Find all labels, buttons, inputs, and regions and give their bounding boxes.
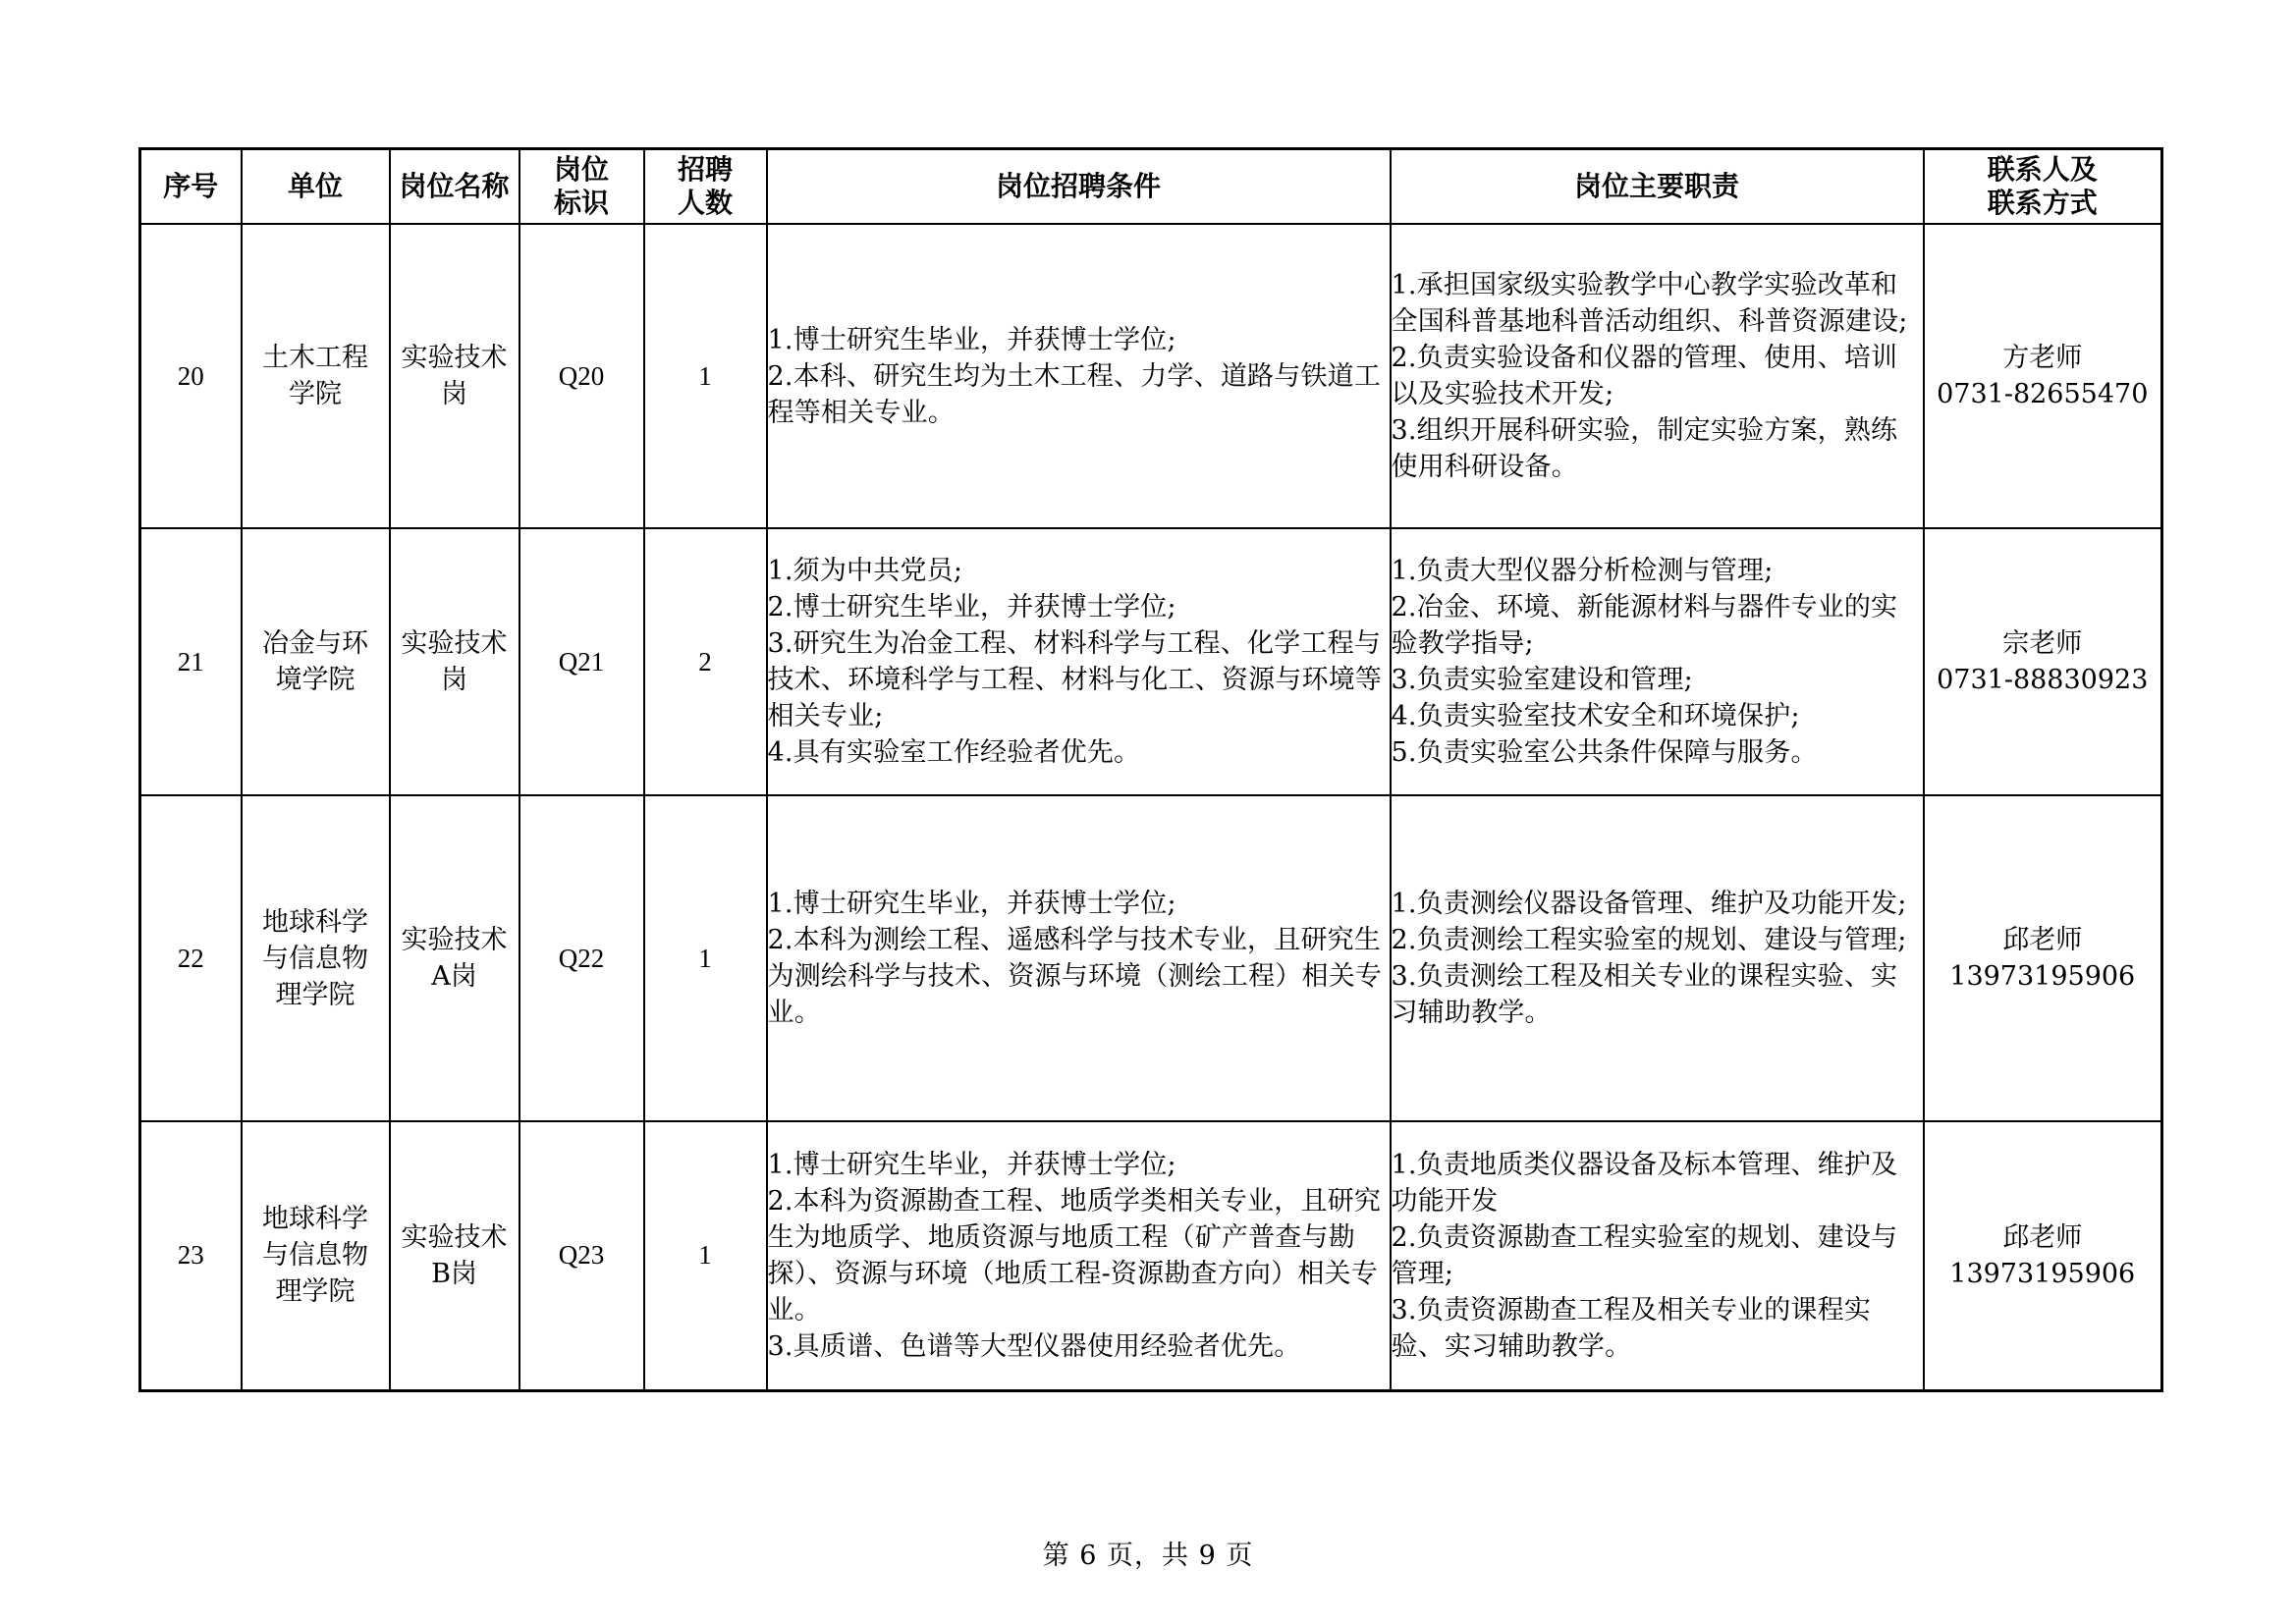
duty-item: 2.冶金、环境、新能源材料与器件专业的实验教学指导;: [1391, 592, 1898, 659]
contact-phone: 0731-88830923: [1937, 665, 2149, 695]
row-unit: [242, 795, 390, 1121]
header-contact-line1: 联系人及: [1987, 153, 2098, 186]
requirement-item: 1.博士研究生毕业，并获博士学位;: [767, 889, 1176, 919]
requirement-item: 2.博士研究生毕业，并获博士学位;: [767, 592, 1176, 622]
row-position: [390, 528, 519, 795]
row-contact: [1924, 1121, 2162, 1390]
duty-item: 3.负责实验室建设和管理;: [1391, 665, 1693, 695]
unit-line: 理学院: [275, 1276, 355, 1308]
row-count: 1: [644, 795, 767, 1121]
row-duties: [1391, 528, 1924, 795]
unit-line: 与信息物: [262, 943, 368, 974]
row-seq: 22: [140, 795, 242, 1121]
contact-name: 宗老师: [2002, 628, 2083, 659]
table-header-row: [140, 149, 2162, 225]
header-position: 岗位名称: [390, 149, 519, 225]
contact-phone: 0731-82655470: [1937, 379, 2149, 409]
position-line: 实验技术: [401, 925, 508, 955]
unit-line: 境学院: [275, 665, 355, 695]
position-line: B岗: [431, 1258, 477, 1289]
row-contact: [1924, 795, 2162, 1121]
table-row: [140, 1121, 2162, 1390]
row-contact: [1924, 528, 2162, 795]
duty-item: 4.负责实验室技术安全和环境保护;: [1391, 701, 1800, 731]
header-code-line1: 岗位: [553, 153, 609, 186]
row-count: 1: [644, 224, 767, 528]
duty-item: 3.组织开展科研实验，制定实验方案，熟练使用科研设备。: [1391, 415, 1898, 482]
contact-name: 邱老师: [2002, 925, 2083, 955]
unit-line: 冶金与环: [262, 628, 368, 659]
row-unit: [242, 1121, 390, 1390]
position-line: 实验技术: [401, 1221, 508, 1253]
requirement-item: 3.研究生为冶金工程、材料科学与工程、化学工程与技术、环境科学与工程、材料与化工、资源与环境等相关专业;: [767, 628, 1383, 731]
header-requirements: 岗位招聘条件: [767, 149, 1391, 225]
header-contact: [1924, 149, 2162, 225]
unit-line: 土木工程: [262, 343, 368, 373]
row-requirements: [767, 224, 1391, 528]
row-position: [390, 224, 519, 528]
contact-phone: 13973195906: [1949, 1258, 2136, 1289]
requirement-item: 4.具有实验室工作经验者优先。: [767, 737, 1141, 768]
contact-phone: 13973195906: [1949, 961, 2136, 992]
row-duties: [1391, 1121, 1924, 1390]
unit-line: 与信息物: [262, 1240, 368, 1271]
table-row: [140, 528, 2162, 795]
position-line: 岗: [441, 379, 467, 409]
row-seq: 20: [140, 224, 242, 528]
header-duties: 岗位主要职责: [1391, 149, 1924, 225]
unit-line: 学院: [289, 379, 342, 409]
row-count: 1: [644, 1121, 767, 1390]
row-count: 2: [644, 528, 767, 795]
requirement-item: 3.具质谱、色谱等大型仪器使用经验者优先。: [767, 1330, 1301, 1362]
contact-name: 邱老师: [2002, 1221, 2083, 1253]
unit-line: 地球科学: [262, 1204, 368, 1235]
table-row: [140, 795, 2162, 1121]
duty-item: 2.负责资源勘查工程实验室的规划、建设与管理;: [1391, 1221, 1898, 1289]
header-count: [644, 149, 767, 225]
duty-item: 3.负责资源勘查工程及相关专业的课程实验、实习辅助教学。: [1391, 1294, 1872, 1362]
position-line: A岗: [431, 961, 477, 992]
unit-line: 理学院: [275, 979, 355, 1010]
duty-item: 1.负责大型仪器分析检测与管理;: [1391, 556, 1774, 586]
requirement-item: 2.本科为资源勘查工程、地质学类相关专业，且研究生为地质学、地质资源与地质工程（矿产普查与勘探）、资源与环境（地质工程-资源勘查方向）相关专业。: [767, 1185, 1382, 1325]
duty-item: 1.承担国家级实验教学中心教学实验改革和全国科普基地科普活动组织、科普资源建设;: [1391, 270, 1908, 337]
recruitment-table: [138, 147, 2163, 1392]
requirement-item: 1.博士研究生毕业，并获博士学位;: [767, 324, 1176, 355]
row-contact: [1924, 224, 2162, 528]
row-unit: [242, 224, 390, 528]
requirement-item: 2.本科、研究生均为土木工程、力学、道路与铁道工程等相关专业。: [767, 360, 1382, 428]
duty-item: 2.负责测绘工程实验室的规划、建设与管理;: [1391, 925, 1907, 955]
row-requirements: [767, 795, 1391, 1121]
header-seq: 序号: [140, 149, 242, 225]
row-position: [390, 795, 519, 1121]
row-requirements: [767, 1121, 1391, 1390]
duty-item: 2.负责实验设备和仪器的管理、使用、培训以及实验技术开发;: [1391, 343, 1898, 409]
row-code: Q23: [519, 1121, 644, 1390]
contact-name: 方老师: [2002, 343, 2083, 373]
requirement-item: 1.博士研究生毕业，并获博士学位;: [767, 1149, 1176, 1180]
row-duties: [1391, 795, 1924, 1121]
table-row: [140, 224, 2162, 528]
position-line: 实验技术: [401, 628, 508, 659]
duty-item: 5.负责实验室公共条件保障与服务。: [1391, 737, 1818, 768]
requirement-item: 2.本科为测绘工程、遥感科学与技术专业，且研究生为测绘科学与技术、资源与环境（测绘工程）相关专业。: [767, 925, 1383, 1028]
requirement-item: 1.须为中共党员;: [767, 556, 963, 586]
page-number: 第 6 页，共 9 页: [1042, 1541, 1254, 1571]
duty-item: 1.负责地质类仪器设备及标本管理、维护及功能开发: [1391, 1149, 1898, 1217]
row-unit: [242, 528, 390, 795]
header-code-line2: 标识: [553, 187, 609, 219]
row-seq: 21: [140, 528, 242, 795]
header-count-line1: 招聘: [677, 153, 733, 186]
header-code: [519, 149, 644, 225]
duty-item: 3.负责测绘工程及相关专业的课程实验、实习辅助教学。: [1391, 961, 1898, 1028]
header-unit: 单位: [242, 149, 390, 225]
row-code: Q20: [519, 224, 644, 528]
row-duties: [1391, 224, 1924, 528]
position-line: 实验技术: [401, 343, 508, 373]
row-position: [390, 1121, 519, 1390]
row-seq: 23: [140, 1121, 242, 1390]
position-line: 岗: [441, 665, 467, 695]
row-code: Q22: [519, 795, 644, 1121]
header-contact-line2: 联系方式: [1987, 187, 2098, 219]
header-count-line2: 人数: [677, 187, 733, 219]
duty-item: 1.负责测绘仪器设备管理、维护及功能开发;: [1391, 889, 1907, 919]
row-code: Q21: [519, 528, 644, 795]
row-requirements: [767, 528, 1391, 795]
unit-line: 地球科学: [262, 906, 368, 938]
